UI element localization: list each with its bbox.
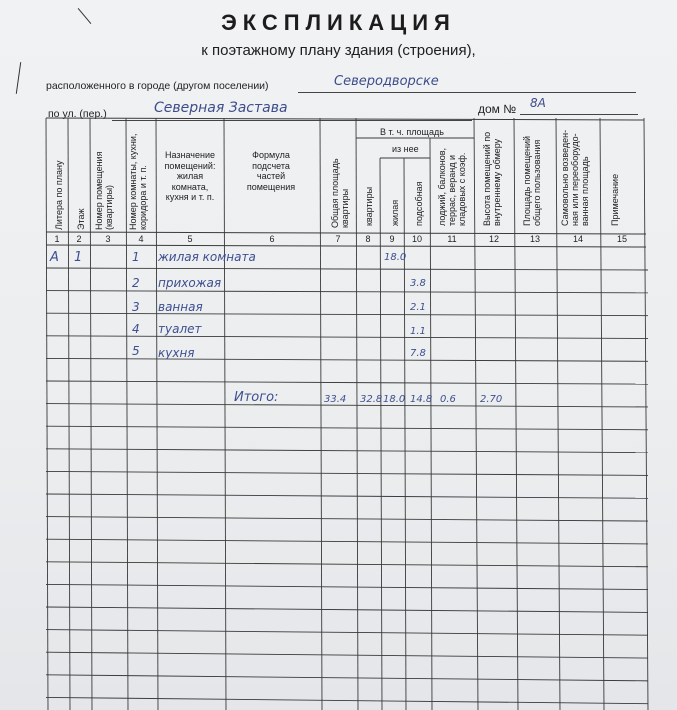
- totals-total-area: 33.4: [324, 394, 347, 405]
- col-header-12: Высота помещений по внутреннему обмеру: [482, 131, 502, 226]
- grid-line: [356, 118, 358, 710]
- col-num: 11: [447, 234, 457, 244]
- row-4-room: 4: [132, 322, 140, 336]
- row-5-aux: 7.8: [410, 348, 426, 359]
- row-1-room: 1: [132, 250, 140, 264]
- grid-line: [46, 539, 648, 544]
- col-num: 12: [488, 234, 499, 244]
- col-num: 7: [335, 234, 341, 244]
- col-header-5: Назначение помещений: жилая комната, кухня и т. п.: [164, 150, 216, 202]
- row-2-room: 2: [132, 276, 140, 290]
- totals-height: 2.70: [480, 394, 503, 405]
- totals-aux: 14.8: [410, 394, 433, 405]
- group-area-label: В т. ч. площадь: [380, 127, 444, 137]
- row-1-purpose: жилая комната: [158, 250, 256, 264]
- house-value: 8А: [530, 96, 546, 110]
- grid-line: [430, 138, 432, 710]
- location-label: расположенного в городе (другом поселении): [46, 80, 269, 92]
- row-2-purpose: прихожая: [158, 276, 222, 290]
- totals-apartment: 32.8: [360, 394, 383, 405]
- grid-line: [644, 118, 648, 710]
- street-label: по ул. (пер.): [48, 108, 107, 120]
- house-label: дом №: [478, 102, 517, 116]
- grid-line: [46, 584, 648, 589]
- grid-line: [514, 118, 518, 710]
- col-header-13: Площадь помещений общего пользования: [522, 135, 542, 226]
- totals-label: Итого:: [234, 390, 279, 405]
- document-subtitle: к поэтажному плану здания (строения),: [201, 42, 476, 59]
- col-num: 4: [138, 234, 144, 244]
- row-5-purpose: кухня: [158, 346, 195, 360]
- col-header-7: Общая площадь квартиры: [330, 158, 350, 228]
- col-num: 5: [187, 234, 193, 244]
- group-of-it-label: из нее: [392, 144, 419, 154]
- grid-line: [46, 562, 648, 567]
- col-num: 1: [54, 234, 60, 244]
- grid-line: [156, 118, 158, 710]
- row-3-purpose: ванная: [158, 300, 203, 314]
- row-4-aux: 1.1: [410, 326, 426, 337]
- grid-line: [46, 291, 648, 293]
- col-num: 8: [365, 234, 371, 244]
- col-num: 15: [616, 234, 627, 244]
- grid-line: [68, 118, 70, 710]
- row-1-living: 18.0: [384, 252, 407, 263]
- row-2-aux: 3.8: [410, 278, 426, 289]
- col-num: 13: [529, 234, 540, 244]
- grid-line: [90, 118, 92, 710]
- grid-line: [46, 268, 648, 270]
- col-header-11: лоджий, балконов, террас, веранд и кладовых с коэф.: [437, 148, 467, 226]
- grid-line: [320, 118, 322, 710]
- col-num: 10: [411, 234, 422, 244]
- grid-line: [46, 630, 648, 636]
- street-value: Северная Застава: [154, 100, 288, 116]
- row-3-aux: 2.1: [410, 302, 426, 313]
- row-3-room: 3: [132, 300, 140, 314]
- col-header-8: квартиры: [364, 186, 374, 226]
- col-header-9: жилая: [390, 199, 400, 226]
- col-num: 9: [389, 234, 395, 244]
- col-header-4: Номер комнаты, кухни, коридора и т. п.: [128, 133, 148, 230]
- col-header-14: Самовольно возведен- ная или переоборудо- ванная площадь: [560, 129, 590, 226]
- grid-line: [46, 494, 648, 498]
- col-header-15: Примечание: [610, 173, 620, 226]
- grid-line: [46, 245, 646, 247]
- row-1-litera: А: [50, 250, 59, 265]
- document-title: ЭКСПЛИКАЦИЯ: [221, 10, 456, 35]
- grid-line: [46, 118, 48, 710]
- grid-line: [46, 607, 648, 612]
- col-header-1: Литера по плану: [54, 160, 64, 230]
- row-1-floor: 1: [74, 250, 83, 265]
- col-num: 2: [76, 234, 82, 244]
- totals-loggia: 0.6: [440, 394, 456, 405]
- row-4-purpose: туалет: [158, 322, 202, 336]
- grid-line: [46, 652, 648, 658]
- col-num: 3: [105, 234, 111, 244]
- grid-line: [474, 118, 478, 710]
- col-header-2: Этаж: [76, 208, 86, 230]
- col-header-6: Формула подсчета частей помещения: [246, 150, 296, 192]
- col-num: 14: [572, 234, 583, 244]
- grid-line: [224, 118, 226, 710]
- col-header-10: подсобная: [414, 181, 424, 226]
- col-header-3: Номер помещения (квартиры): [94, 151, 114, 230]
- city-value: Северодворске: [334, 74, 439, 89]
- grid-line: [46, 675, 648, 681]
- grid-line: [46, 517, 648, 521]
- col-num: 6: [269, 234, 275, 244]
- grid-line: [46, 449, 648, 453]
- grid-line: [46, 471, 648, 475]
- totals-living: 18.0: [383, 394, 406, 405]
- grid-line: [600, 118, 604, 710]
- row-5-room: 5: [132, 344, 140, 358]
- grid-line: [46, 697, 648, 703]
